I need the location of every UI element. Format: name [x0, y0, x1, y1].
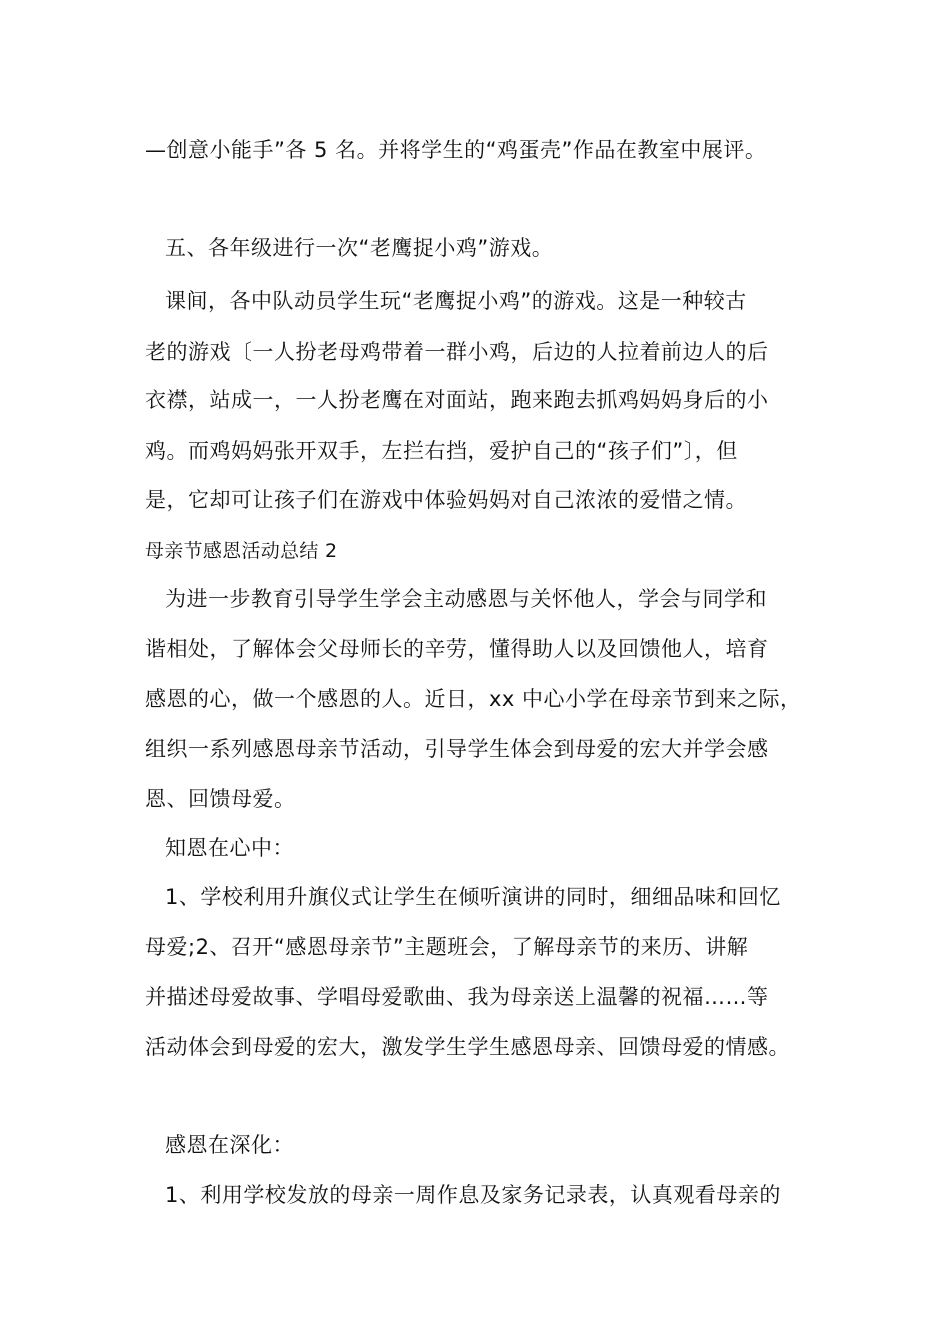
text-line: 课间，各中队动员学生玩“老鹰捉小鸡”的游戏。这是一种较古: [165, 289, 747, 313]
text-line: 感恩的心，做一个感恩的人。近日，xx 中心小学在母亲节到来之际，: [145, 687, 802, 711]
text-line: 恩、回馈母爱。: [145, 787, 296, 811]
text-line: 1、利用学校发放的母亲一周作息及家务记录表，认真观看母亲的: [165, 1183, 781, 1207]
section-heading: 知恩在心中：: [165, 836, 294, 860]
text-line: 为进一步教育引导学生学会主动感恩与关怀他人，学会与同学和: [165, 587, 767, 611]
text-line: 衣襟，站成一，一人扮老鹰在对面站，跑来跑去抓鸡妈妈身后的小: [145, 388, 769, 412]
text-line: 谐相处，了解体会父母师长的辛劳，懂得助人以及回馈他人，培育: [145, 637, 769, 661]
text-line: 是，它却可让孩子们在游戏中体验妈妈对自己浓浓的爱惜之情。: [145, 488, 747, 512]
text-line: 母爱;2、召开“感恩母亲节”主题班会，了解母亲节的来历、讲解: [145, 935, 749, 959]
section-heading: 感恩在深化：: [165, 1133, 294, 1157]
section-heading: 五、各年级进行一次“老鹰捉小鸡”游戏。: [165, 236, 554, 260]
text-line: 活动体会到母爱的宏大，激发学生学生感恩母亲、回馈母爱的情感。: [145, 1035, 790, 1059]
text-line: 鸡。而鸡妈妈张开双手，左拦右挡，爱护自己的“孩子们”〕，但: [145, 439, 738, 463]
text-line: 并描述母爱故事、学唱母爱歌曲、我为母亲送上温馨的祝福……等: [145, 985, 769, 1009]
document-title: 母亲节感恩活动总结 2: [145, 540, 338, 562]
text-line: 1、学校利用升旗仪式让学生在倾听演讲的同时，细细品味和回忆: [165, 885, 781, 909]
text-line: —创意小能手”各 5 名。并将学生的“鸡蛋壳”作品在教室中展评。: [145, 138, 767, 162]
text-line: 组织一系列感恩母亲节活动，引导学生体会到母爱的宏大并学会感: [145, 737, 769, 761]
text-line: 老的游戏〔一人扮老母鸡带着一群小鸡，后边的人拉着前边人的后: [145, 340, 769, 364]
